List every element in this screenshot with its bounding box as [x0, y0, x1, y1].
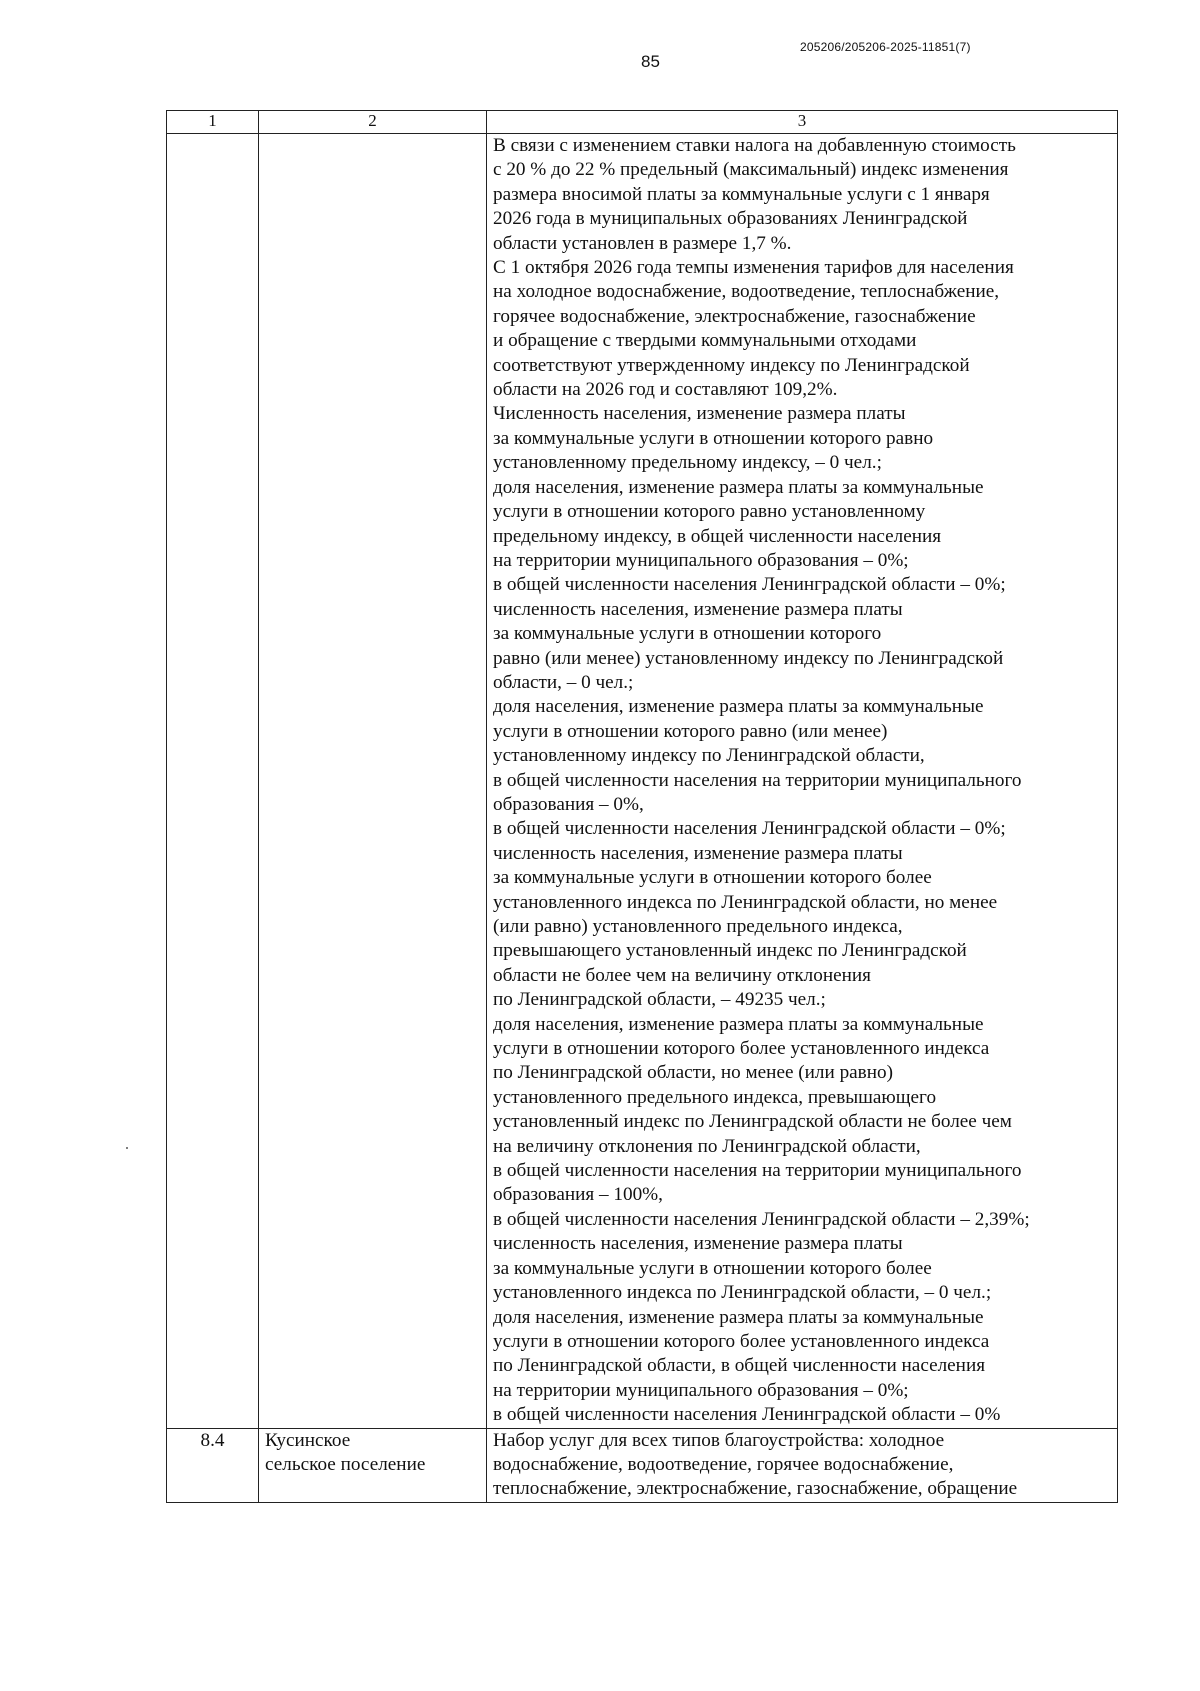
text-line: теплоснабжение, электроснабжение, газоснабжение, обращение: [493, 1478, 1018, 1500]
text-line: доля населения, изменение размера платы за коммунальные: [493, 1013, 984, 1035]
text-line: за коммунальные услуги в отношении которого более: [493, 867, 932, 889]
document-code: 205206/205206-2025-11851(7): [800, 40, 971, 54]
municipality-name-line-1: Кусинское: [265, 1429, 351, 1451]
text-line: области на 2026 год и составляют 109,2%.: [493, 379, 838, 401]
text-line: в общей численности населения Ленинградской области – 0%;: [493, 818, 1006, 840]
text-line: водоснабжение, водоотведение, горячее водоснабжение,: [493, 1453, 954, 1475]
text-line: в общей численности населения Ленинградской области – 0%;: [493, 574, 1006, 596]
table-row-8-4: [167, 1428, 1118, 1502]
text-line: на холодное водоснабжение, водоотведение, теплоснабжение,: [493, 281, 1000, 303]
text-line: В связи с изменением ставки налога на добавленную стоимость: [493, 135, 1016, 156]
text-line: в общей численности населения Ленинградской области – 2,39%;: [493, 1208, 1030, 1230]
text-line: области установлен в размере 1,7 %.: [493, 232, 792, 254]
text-line: доля населения, изменение размера платы за коммунальные: [493, 1306, 984, 1328]
text-line: с 20 % до 22 % предельный (максимальный) индекс изменения: [493, 159, 1009, 181]
text-line: по Ленинградской области, в общей численности населения: [493, 1355, 986, 1377]
text-line: в общей численности населения на территории муниципального: [493, 769, 1022, 791]
text-line: услуги в отношении которого равно (или менее): [493, 720, 888, 742]
column-number-row: [167, 111, 1118, 134]
text-line: установленному предельному индексу, – 0 чел.;: [493, 452, 882, 474]
continued-row-number-cell: [167, 134, 259, 1429]
text-line: установленного предельного индекса, превышающего: [493, 1086, 937, 1108]
text-line: области, – 0 чел.;: [493, 671, 634, 693]
text-line: равно (или менее) установленному индексу по Ленинградской: [493, 647, 1004, 669]
text-line: на величину отклонения по Ленинградской области,: [493, 1135, 921, 1157]
text-line: установленного индекса по Ленинградской области, – 0 чел.;: [493, 1282, 992, 1304]
text-line: горячее водоснабжение, электроснабжение, газоснабжение: [493, 305, 976, 327]
row-8-4-text: [493, 1429, 1111, 1502]
municipality-name-cell: [259, 1428, 487, 1502]
text-line: Набор услуг для всех типов благоустройства: холодное: [493, 1429, 945, 1451]
text-line: на территории муниципального образования – 0%;: [493, 1379, 909, 1401]
text-line: численность населения, изменение размера платы: [493, 598, 903, 620]
continued-row-text: [493, 134, 1111, 1428]
text-line: услуги в отношении которого более установленного индекса: [493, 1038, 990, 1060]
text-line: образования – 100%,: [493, 1184, 663, 1206]
text-line: на территории муниципального образования – 0%;: [493, 549, 909, 571]
text-line: установленного индекса по Ленинградской области, но менее: [493, 891, 998, 913]
text-line: доля населения, изменение размера платы за коммунальные: [493, 696, 984, 718]
page-number: 85: [641, 52, 660, 71]
column-number-2: 2: [259, 111, 487, 134]
municipality-name-line-2: сельское поселение: [265, 1453, 426, 1475]
text-line: за коммунальные услуги в отношении которого равно: [493, 427, 934, 449]
text-line: образования – 0%,: [493, 793, 644, 815]
text-line: превышающего установленный индекс по Ленинградской: [493, 940, 967, 962]
text-line: услуги в отношении которого более установленного индекса: [493, 1330, 990, 1352]
tariff-table: [166, 110, 1118, 1503]
continued-row: [167, 134, 1118, 1429]
row-number: 8.4: [167, 1428, 259, 1502]
continued-row-text-cell: [487, 134, 1118, 1429]
text-line: Численность населения, изменение размера платы: [493, 403, 906, 425]
text-line: за коммунальные услуги в отношении которого более: [493, 1257, 932, 1279]
column-number-3: 3: [487, 111, 1118, 134]
scan-speck: [126, 1147, 128, 1149]
text-line: (или равно) установленного предельного индекса,: [493, 916, 903, 937]
text-line: услуги в отношении которого равно установленному: [493, 501, 926, 523]
text-line: С 1 октября 2026 года темпы изменения тарифов для населения: [493, 257, 1014, 279]
text-line: в общей численности населения на территории муниципального: [493, 1160, 1022, 1182]
text-line: численность населения, изменение размера платы: [493, 1233, 903, 1255]
text-line: и обращение с твердыми коммунальными отходами: [493, 330, 917, 352]
continued-row-municipality-cell: [259, 134, 487, 1429]
text-line: предельному индексу, в общей численности населения: [493, 525, 942, 547]
text-line: по Ленинградской области, но менее (или равно): [493, 1062, 893, 1084]
text-line: за коммунальные услуги в отношении которого: [493, 623, 882, 645]
text-line: 2026 года в муниципальных образованиях Ленинградской: [493, 208, 968, 230]
text-line: соответствуют утвержденному индексу по Ленинградской: [493, 354, 970, 376]
text-line: установленному индексу по Ленинградской области,: [493, 745, 925, 767]
text-line: доля населения, изменение размера платы за коммунальные: [493, 476, 984, 498]
text-line: области не более чем на величину отклонения: [493, 964, 871, 986]
text-line: численность населения, изменение размера платы: [493, 842, 903, 864]
text-line: по Ленинградской области, – 49235 чел.;: [493, 989, 826, 1011]
row-8-4-text-cell: [487, 1428, 1118, 1502]
text-line: в общей численности населения Ленинградской области – 0%: [493, 1404, 1001, 1426]
column-number-1: 1: [167, 111, 259, 134]
text-line: размера вносимой платы за коммунальные услуги с 1 января: [493, 183, 990, 205]
text-line: установленный индекс по Ленинградской области не более чем: [493, 1111, 1012, 1133]
